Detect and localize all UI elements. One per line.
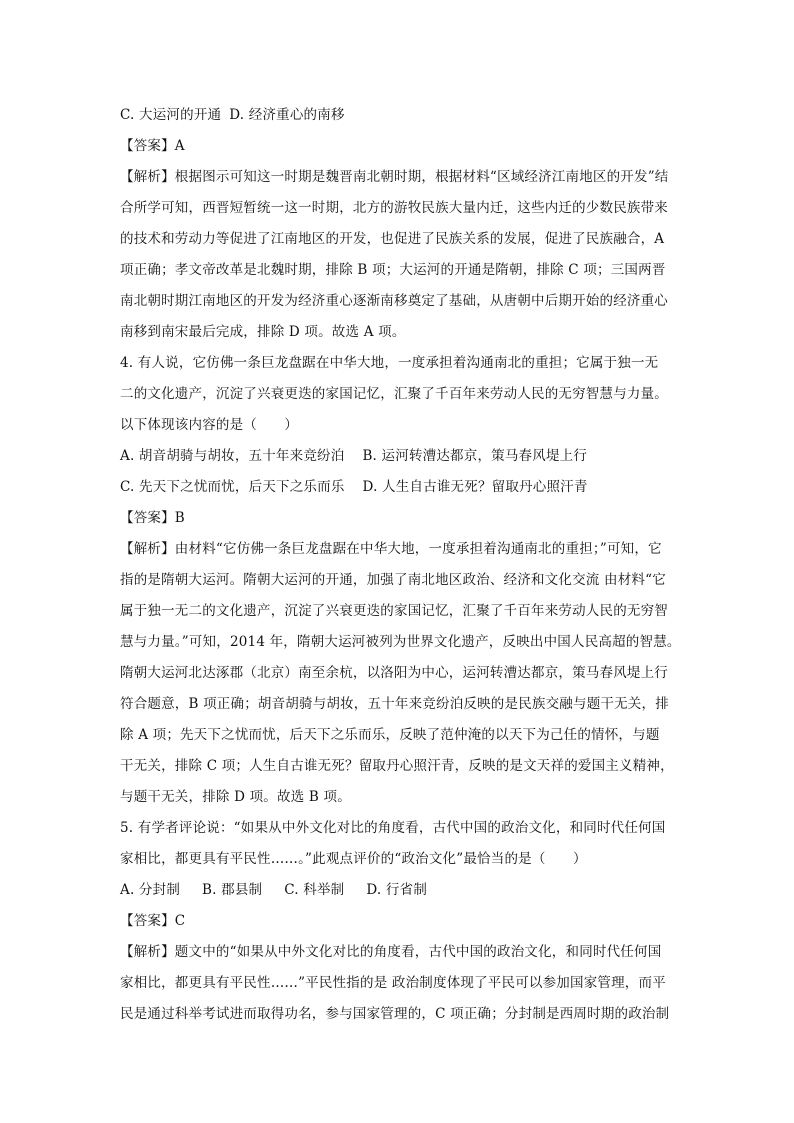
q5-option-c: C. 科举制 — [284, 882, 345, 898]
q3-analysis-line: 项正确；孝文帝改革是北魏时期，排除 B 项；大运河的开通是隋朝，排除 C 项；三国两晋 — [120, 262, 666, 278]
q3-analysis-line: 的技术和劳动力等促进了江南地区的开发，也促进了民族关系的发展，促进了民族融合，A — [120, 231, 665, 247]
q4-analysis-line: 【解析】由材料“它仿佛一条巨龙盘踞在中华大地，一度承担着沟通南北的重担；”可知，它 — [120, 541, 662, 557]
q4-stem-line: 二的文化遗产，沉淀了兴衰更迭的家国记忆，汇聚了千百年来劳动人民的无穷智慧与力量。 — [120, 386, 668, 402]
q4-analysis-line: 慧与力量。”可知，2014 年，隋朝大运河被列为世界文化遗产，反映出中国人民高超的智慧。 — [120, 634, 681, 650]
q4-option-c: C. 先天下之忧而忧，后天下之乐而乐 — [120, 479, 345, 495]
q4-analysis-line: 符合题意，B 项正确；胡音胡骑与胡妆，五十年来竞纷泊反映的是民族交融与题干无关，排 — [120, 696, 669, 712]
q5-analysis-line: 【解析】题文中的“如果从中外文化对比的角度看，古代中国的政治文化，和同时代任何国 — [120, 944, 662, 960]
q4-analysis-line: 指的是隋朝大运河。隋朝大运河的开通，加强了南北地区政治、经济和文化交流 由材料“它 — [120, 572, 666, 588]
q3-analysis-line: 南北朝时期江南地区的开发为经济重心逐渐南移奠定了基础，从唐朝中后期开始的经济重心 — [120, 293, 668, 309]
q5-options — [120, 875, 690, 906]
q5-option-b: B. 郡县制 — [202, 882, 263, 898]
q4-option-b: B. 运河转漕达都京，策马春风堤上行 — [362, 448, 588, 464]
q4-stem-line: 4. 有人说，它仿佛一条巨龙盘踞在中华大地，一度承担着沟通南北的重担；它属于独一无 — [120, 355, 659, 371]
q3-analysis-line: 南移到南宋最后完成，排除 D 项。故选 A 项。 — [120, 324, 406, 340]
q4-option-d: D. 人生自古谁无死？留取丹心照汗青 — [362, 479, 588, 495]
q5-answer: 【答案】C — [120, 913, 186, 929]
q5-analysis-line: 民是通过科举考试进而取得功名，参与国家管理的，C 项正确；分封制是西周时期的政治制 — [120, 1006, 670, 1022]
q4-options-cd — [120, 472, 690, 503]
q5-analysis-line: 家相比，都更具有平民性……”平民性指的是 政治制度体现了平民可以参加国家管理，而平 — [120, 975, 666, 991]
q3-analysis-line: 【解析】根据图示可知这一时期是魏晋南北朝时期，根据材料“区域经济江南地区的开发”结 — [120, 169, 669, 185]
q5-stem-line: 家相比，都更具有平民性……。”此观点评价的“政治文化”最恰当的是（ ） — [120, 851, 587, 867]
q5-stem-line: 5. 有学者评论说：“如果从中外文化对比的角度看，古代中国的政治文化，和同时代任何国 — [120, 820, 666, 836]
q3-options-cd — [120, 100, 690, 131]
q4-answer: 【答案】B — [120, 510, 185, 526]
q5-option-a: A. 分封制 — [120, 882, 181, 898]
q4-analysis-line: 干无关，排除 C 项；人生自古谁无死？留取丹心照汗青，反映的是文天祥的爱国主义精神， — [120, 758, 674, 774]
q4-options-ab — [120, 441, 690, 472]
q3-analysis-line: 合所学可知，西晋短暂统一这一时期，北方的游牧民族大量内迁，这些内迁的少数民族带来 — [120, 200, 668, 216]
q4-option-a: A. 胡音胡骑与胡妆，五十年来竞纷泊 — [120, 448, 345, 464]
q3-answer: 【答案】A — [120, 138, 185, 154]
document-page — [120, 100, 690, 1030]
q3-option-c: C. 大运河的开通 — [120, 107, 222, 123]
q4-analysis-line: 除 A 项；先天下之忧而忧，后天下之乐而乐，反映了范仲淹的以天下为己任的情怀，与题 — [120, 727, 660, 743]
q4-analysis-line: 隋朝大运河北达涿郡（北京）南至余杭，以洛阳为中心，运河转漕达都京，策马春风堤上行 — [120, 665, 668, 681]
q3-option-d: D. 经济重心的南移 — [229, 107, 345, 123]
q4-stem-line: 以下体现该内容的是（ ） — [120, 417, 299, 433]
q4-analysis-line: 属于独一无二的文化遗产，沉淀了兴衰更迭的家国记忆，汇聚了千百年来劳动人民的无穷智 — [120, 603, 668, 619]
q4-analysis-line: 与题干无关，排除 D 项。故选 B 项。 — [120, 789, 351, 805]
q5-option-d: D. 行省制 — [366, 882, 428, 898]
